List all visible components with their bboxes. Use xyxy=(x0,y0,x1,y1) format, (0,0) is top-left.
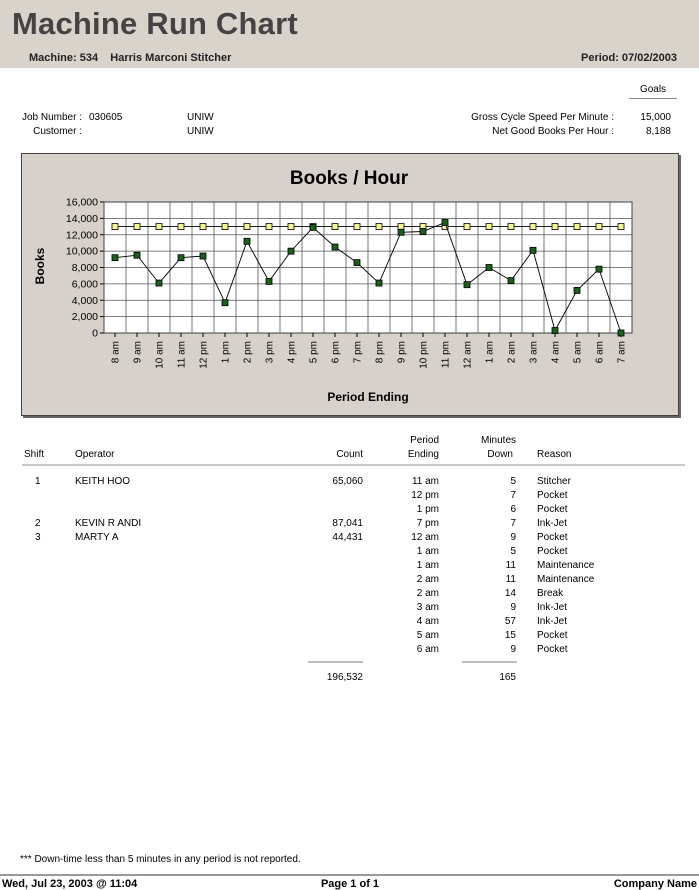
minutes-cell: 5 xyxy=(510,476,516,487)
period-cell: 12 am xyxy=(411,532,439,543)
series-point xyxy=(530,247,536,253)
y-tick-label: 4,000 xyxy=(71,294,98,307)
operator-cell: KEVIN R ANDI xyxy=(75,518,142,529)
net-books-value: 8,188 xyxy=(645,126,671,137)
col-header-count: Count xyxy=(336,449,363,460)
job-number-value: 030605 xyxy=(89,112,123,123)
x-tick-label: 6 am xyxy=(594,341,606,364)
operator-cell: KEITH HOO xyxy=(75,476,131,487)
series-point xyxy=(486,224,492,230)
minutes-cell: 11 xyxy=(505,574,516,585)
operator-cell: MARTY A xyxy=(75,532,119,543)
company-name: Company Name xyxy=(613,878,697,890)
series-point xyxy=(464,282,470,288)
series-point xyxy=(376,224,382,230)
minutes-cell: 9 xyxy=(510,602,516,613)
reason-cell: Maintenance xyxy=(537,574,595,585)
x-axis-label: Period Ending xyxy=(327,390,409,404)
period-cell: 1 am xyxy=(416,546,439,557)
x-tick-label: 8 am xyxy=(110,341,122,364)
series-point xyxy=(376,280,382,286)
minutes-cell: 14 xyxy=(504,588,516,599)
x-tick-label: 2 am xyxy=(506,341,518,364)
books-per-hour-chart xyxy=(22,154,678,415)
table-row xyxy=(0,630,699,644)
reason-cell: Pocket xyxy=(537,546,568,557)
x-tick-label: 5 pm xyxy=(308,341,320,364)
table-row xyxy=(0,602,699,616)
x-tick-label: 1 am xyxy=(484,341,496,364)
col-header-period-1: Period xyxy=(410,435,439,446)
chart-title: Books / Hour xyxy=(289,168,409,189)
count-cell: 44,431 xyxy=(332,532,363,543)
x-tick-label: 2 pm xyxy=(242,341,254,364)
job-extra-value: UNIW xyxy=(187,112,214,123)
count-cell: 65,060 xyxy=(332,476,363,487)
series-point xyxy=(530,224,536,230)
report-title: Machine Run Chart xyxy=(12,6,298,41)
x-tick-label: 4 pm xyxy=(286,341,298,364)
series-point xyxy=(596,224,602,230)
series-point xyxy=(134,252,140,258)
printed-date: Wed, Jul 23, 2003 @ 11:04 xyxy=(2,878,138,890)
minutes-cell: 5 xyxy=(510,546,516,557)
series-point xyxy=(332,244,338,250)
header-divider xyxy=(22,464,685,466)
series-point xyxy=(420,228,426,234)
period-cell: 3 am xyxy=(416,602,439,613)
series-point xyxy=(112,224,118,230)
x-tick-label: 8 pm xyxy=(374,341,386,364)
reason-cell: Pocket xyxy=(537,532,568,543)
series-point xyxy=(332,224,338,230)
minutes-cell: 7 xyxy=(510,490,516,501)
y-tick-label: 10,000 xyxy=(65,245,98,258)
reason-cell: Pocket xyxy=(537,490,568,501)
col-header-period-2: Ending xyxy=(407,449,439,460)
col-header-minutes-2: Down xyxy=(487,449,513,460)
shift-cell: 1 xyxy=(35,476,41,487)
x-tick-label: 9 pm xyxy=(396,341,408,364)
x-tick-label: 3 am xyxy=(528,341,540,364)
series-point xyxy=(618,224,624,230)
period-cell: 1 am xyxy=(416,560,439,571)
minutes-cell: 15 xyxy=(504,630,516,641)
col-header-shift: Shift xyxy=(24,449,45,460)
period-cell: 2 am xyxy=(416,588,439,599)
period-cell: 4 am xyxy=(416,616,439,627)
table-row xyxy=(0,532,699,546)
series-point xyxy=(354,224,360,230)
table-row xyxy=(0,588,699,602)
series-point xyxy=(508,224,514,230)
customer-value: UNIW xyxy=(187,126,214,137)
x-tick-label: 10 pm xyxy=(418,341,430,369)
series-point xyxy=(574,287,580,293)
series-point xyxy=(288,224,294,230)
period-cell: 6 am xyxy=(416,644,439,655)
page-number: Page 1 of 1 xyxy=(320,878,380,890)
x-tick-label: 3 pm xyxy=(264,341,276,364)
series-point xyxy=(156,280,162,286)
col-header-minutes-1: Minutes xyxy=(480,435,516,446)
x-tick-label: 1 pm xyxy=(220,341,232,364)
period-cell: 7 pm xyxy=(416,518,439,529)
series-point xyxy=(266,278,272,284)
reason-cell: Pocket xyxy=(537,504,568,515)
period-cell: 2 am xyxy=(416,574,439,585)
series-point xyxy=(288,248,294,254)
series-point xyxy=(178,255,184,261)
table-row xyxy=(0,546,699,560)
shift-cell: 3 xyxy=(35,532,41,543)
reason-cell: Maintenance xyxy=(537,560,595,571)
count-total-rule xyxy=(308,661,363,663)
x-tick-label: 11 am xyxy=(176,341,188,369)
x-tick-label: 12 pm xyxy=(198,341,210,369)
x-tick-label: 11 pm xyxy=(440,341,452,369)
minutes-cell: 11 xyxy=(505,560,516,571)
series-point xyxy=(222,300,228,306)
minutes-total-rule xyxy=(462,661,517,663)
minutes-cell: 7 xyxy=(510,518,516,529)
y-tick-label: 16,000 xyxy=(65,196,98,209)
series-point xyxy=(200,253,206,259)
downtime-note: *** Down-time less than 5 minutes in any period is not reported. xyxy=(20,854,301,865)
x-tick-label: 10 am xyxy=(154,341,166,369)
series-point xyxy=(200,224,206,230)
reason-cell: Ink-Jet xyxy=(537,616,568,627)
y-tick-label: 2,000 xyxy=(71,311,98,324)
x-tick-label: 4 am xyxy=(550,341,562,364)
y-tick-label: 0 xyxy=(92,327,98,340)
period-cell: 5 am xyxy=(416,630,439,641)
series-point xyxy=(464,224,470,230)
net-books-label: Net Good Books Per Hour : xyxy=(492,126,614,137)
series-point xyxy=(442,219,448,225)
minutes-cell: 9 xyxy=(510,644,516,655)
minutes-cell: 6 xyxy=(510,504,516,515)
x-tick-label: 7 pm xyxy=(352,341,364,364)
series-point xyxy=(178,224,184,230)
period-cell: 12 pm xyxy=(411,490,439,501)
series-point xyxy=(222,224,228,230)
count-total: 196,532 xyxy=(326,672,363,683)
reason-cell: Pocket xyxy=(537,644,568,655)
chart-panel xyxy=(21,153,679,416)
footer-divider xyxy=(0,874,699,876)
reason-cell: Stitcher xyxy=(537,476,571,487)
minutes-cell: 57 xyxy=(504,616,516,627)
x-tick-label: 12 am xyxy=(462,341,474,369)
series-point xyxy=(156,224,162,230)
table-row xyxy=(0,490,699,504)
reason-cell: Break xyxy=(537,588,564,599)
series-point xyxy=(112,255,118,261)
table-row xyxy=(0,616,699,630)
series-point xyxy=(134,224,140,230)
y-tick-label: 8,000 xyxy=(71,262,98,274)
table-row xyxy=(0,574,699,588)
period-cell: 1 pm xyxy=(416,504,439,515)
reason-cell: Ink-Jet xyxy=(537,602,568,613)
job-number-label: Job Number : xyxy=(21,112,82,123)
y-axis-label: Books xyxy=(33,247,47,285)
series-point xyxy=(310,224,316,230)
table-row xyxy=(0,560,699,574)
gross-speed-value: 15,000 xyxy=(640,112,671,123)
series-point xyxy=(508,278,514,284)
machine-label: Machine: 534 Harris Marconi Stitcher xyxy=(29,52,232,64)
table-row xyxy=(0,644,699,658)
y-tick-label: 12,000 xyxy=(65,229,98,242)
shift-cell: 2 xyxy=(35,518,41,529)
y-tick-label: 6,000 xyxy=(71,278,98,291)
customer-label: Customer : xyxy=(33,126,82,137)
series-point xyxy=(244,238,250,244)
series-point xyxy=(618,330,624,336)
table-row xyxy=(0,518,699,532)
series-point xyxy=(552,328,558,334)
x-tick-label: 6 pm xyxy=(330,341,342,364)
series-point xyxy=(486,265,492,271)
series-point xyxy=(596,266,602,272)
series-point xyxy=(266,224,272,230)
reason-cell: Pocket xyxy=(537,630,568,641)
x-tick-label: 7 am xyxy=(616,341,628,364)
x-tick-label: 5 am xyxy=(572,341,584,364)
count-cell: 87,041 xyxy=(332,518,363,529)
period-cell: 11 am xyxy=(411,476,439,487)
reason-cell: Ink-Jet xyxy=(537,518,568,529)
series-point xyxy=(552,224,558,230)
series-point xyxy=(354,260,360,266)
minutes-total: 165 xyxy=(499,672,516,683)
x-tick-label: 9 am xyxy=(132,341,144,364)
period-label: Period: 07/02/2003 xyxy=(580,52,677,64)
y-tick-label: 14,000 xyxy=(65,212,98,225)
series-point xyxy=(244,224,250,230)
table-row xyxy=(0,476,699,490)
goals-heading: Goals xyxy=(629,84,677,99)
table-row xyxy=(0,504,699,518)
col-header-reason: Reason xyxy=(537,449,572,460)
series-point xyxy=(398,224,404,230)
gross-speed-label: Gross Cycle Speed Per Minute : xyxy=(471,112,614,123)
series-point xyxy=(574,224,580,230)
series-point xyxy=(398,229,404,235)
minutes-cell: 9 xyxy=(510,532,516,543)
col-header-operator: Operator xyxy=(75,449,115,460)
